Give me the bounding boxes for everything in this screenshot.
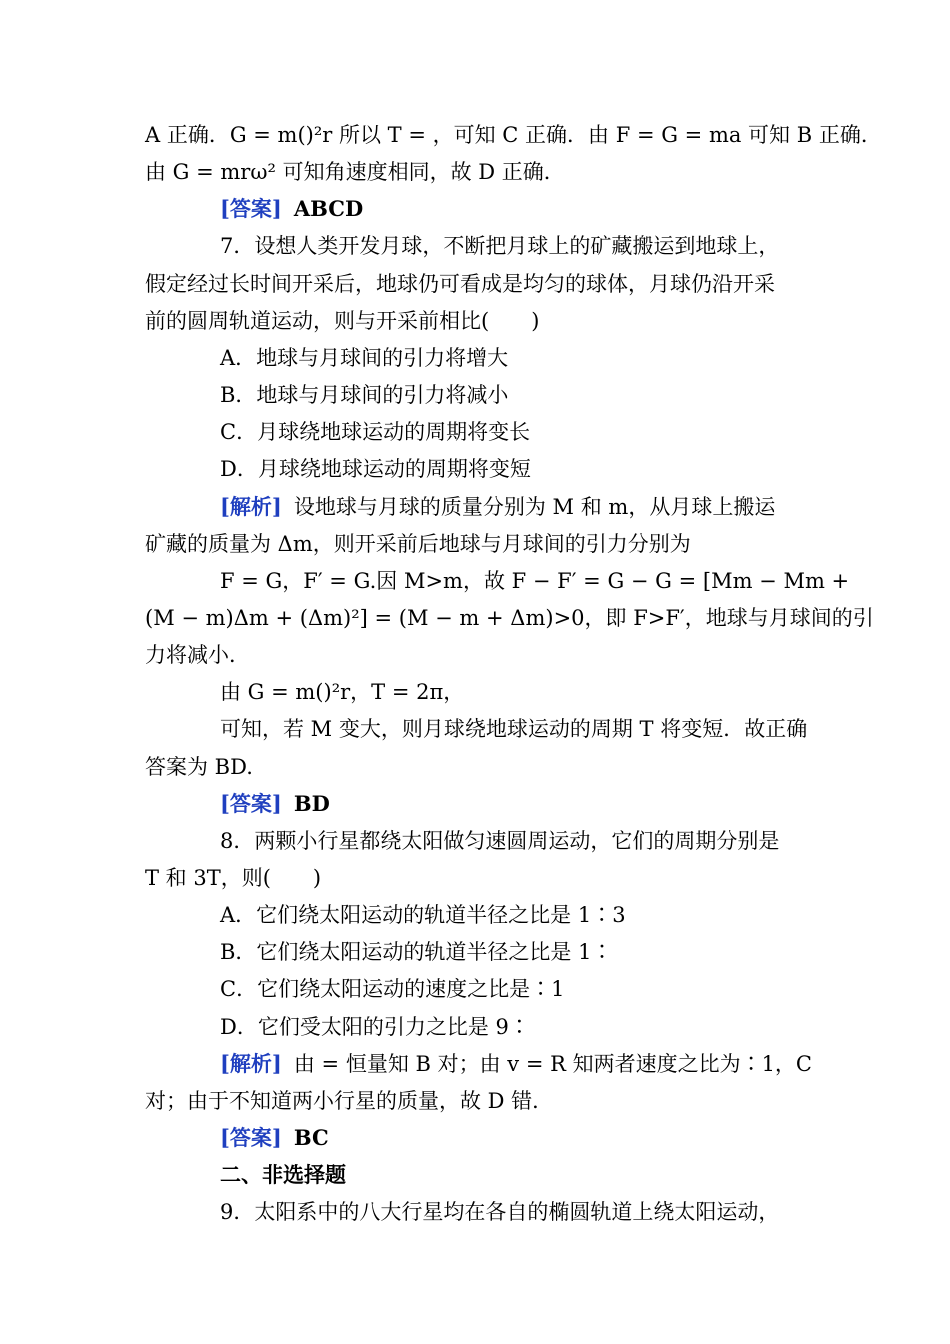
text-line xyxy=(220,974,900,1004)
line-text: (M − m)Δm + (Δm)²] = (M − m + Δm)>0，即 F>F′，地球与月球间的引 xyxy=(145,606,874,630)
text-line xyxy=(220,492,900,522)
text-line xyxy=(220,714,900,744)
line-text: 7．设想人类开发月球，不断把月球上的矿藏搬运到地球上， xyxy=(220,234,780,258)
section-tag: [解析] xyxy=(220,494,282,519)
line-text: 8．两颗小行星都绕太阳做匀速圆周运动，它们的周期分别是 xyxy=(220,829,780,853)
line-text: F = G，F′ = G.因 M>m，故 F − F′ = G − G = [Mm − Mm + xyxy=(220,569,850,593)
line-text: 对；由于不知道两小行星的质量，故 D 错． xyxy=(145,1089,554,1113)
text-line xyxy=(220,231,900,261)
text-line xyxy=(220,900,900,930)
section-tag: [解析] xyxy=(220,1051,282,1076)
line-text: 由 G = mrω² 可知角速度相同，故 D 正确． xyxy=(145,160,565,184)
text-line xyxy=(220,789,900,819)
line-text: 假定经过长时间开采后，地球仍可看成是均匀的球体，月球仍沿开采 xyxy=(145,272,775,296)
line-text: 设地球与月球的质量分别为 M 和 m，从月球上搬运 xyxy=(293,495,776,519)
line-text: C．月球绕地球运动的周期将变长 xyxy=(220,420,531,444)
text-line xyxy=(145,306,825,336)
line-text: A 正确．G = m()²r 所以 T = ，可知 C 正确．由 F = G = ma 可知 B 正确． xyxy=(145,123,882,147)
line-text: 力将减小． xyxy=(145,643,250,667)
line-text: ABCD xyxy=(293,196,364,221)
line-text: 答案为 BD. xyxy=(145,755,253,779)
line-text: A．它们绕太阳运动的轨道半径之比是 1∶3 xyxy=(220,903,626,927)
text-line xyxy=(220,1123,900,1153)
line-text: 由 G = m()²r，T = 2π， xyxy=(220,680,465,704)
text-line xyxy=(220,417,900,447)
text-line xyxy=(220,826,900,856)
line-text: T 和 3T，则( ) xyxy=(145,866,322,890)
text-line xyxy=(145,603,874,633)
line-text: 可知，若 M 变大，则月球绕地球运动的周期 T 将变短．故正确 xyxy=(220,717,808,741)
text-line xyxy=(220,380,900,410)
text-line xyxy=(145,529,825,559)
line-text: BD xyxy=(293,791,330,816)
text-line xyxy=(145,1086,825,1116)
text-line xyxy=(220,194,900,224)
text-line xyxy=(220,1012,900,1042)
text-line xyxy=(220,343,900,373)
text-line xyxy=(145,157,825,187)
text-line xyxy=(220,1160,900,1190)
line-text: C．它们绕太阳运动的速度之比是∶1 xyxy=(220,977,565,1001)
line-text: BC xyxy=(293,1125,329,1150)
text-line xyxy=(145,640,825,670)
line-text: B．地球与月球间的引力将减小 xyxy=(220,383,509,407)
section-tag: [答案] xyxy=(220,791,282,816)
section-tag: [答案] xyxy=(220,196,282,221)
section-tag: [答案] xyxy=(220,1125,282,1150)
line-text: 二、非选择题 xyxy=(220,1162,346,1187)
text-line xyxy=(220,454,900,484)
text-line xyxy=(220,1197,900,1227)
text-line xyxy=(220,1049,900,1079)
text-line xyxy=(220,566,900,596)
line-text: D．月球绕地球运动的周期将变短 xyxy=(220,457,531,481)
text-line xyxy=(220,937,900,967)
text-line xyxy=(145,269,825,299)
line-text: B．它们绕太阳运动的轨道半径之比是 1∶ xyxy=(220,940,613,964)
line-text: 由 = 恒量知 B 对；由 v = R 知两者速度之比为∶1，C xyxy=(293,1052,813,1076)
text-line xyxy=(145,120,882,150)
line-text: 矿藏的质量为 Δm，则开采前后地球与月球间的引力分别为 xyxy=(145,532,691,556)
line-text: 9．太阳系中的八大行星均在各自的椭圆轨道上绕太阳运动， xyxy=(220,1200,780,1224)
text-line xyxy=(145,863,825,893)
line-text: A．地球与月球间的引力将增大 xyxy=(220,346,509,370)
text-line xyxy=(220,677,900,707)
line-text: D．它们受太阳的引力之比是 9∶ xyxy=(220,1015,530,1039)
text-line xyxy=(145,752,825,782)
line-text: 前的圆周轨道运动，则与开采前相比( ) xyxy=(145,309,540,333)
